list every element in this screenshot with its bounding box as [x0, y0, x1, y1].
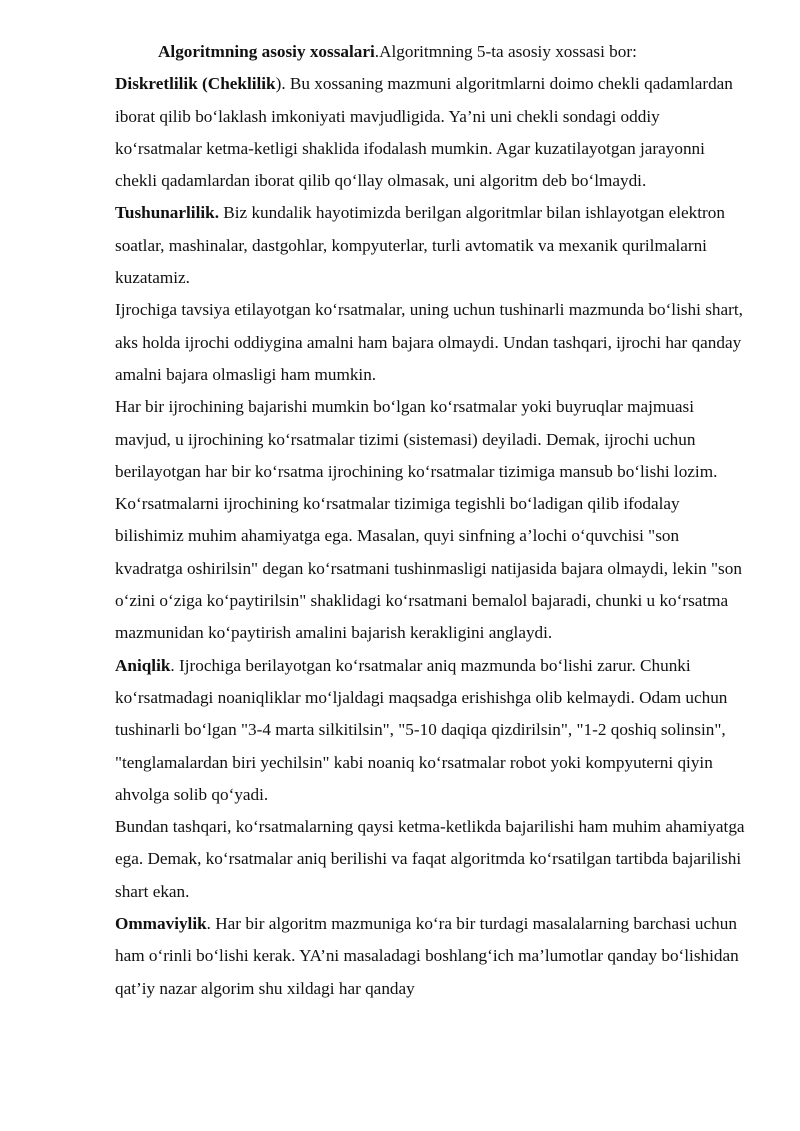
- paragraph-text: Bundan tashqari, ko‘rsatmalarning qaysi ketma-ketlikda bajarilishi ham muhim ahamiyatga ega. Demak, ko‘rsatmalar aniq berilishi va faqat algoritmda ko‘rsatilgan tartibda bajarilishi shart ekan.: [115, 817, 745, 901]
- paragraph-text: Ijrochiga tavsiya etilayotgan ko‘rsatmalar, uning uchun tushinarli mazmunda bo‘lishi shart, aks holda ijrochi oddiygina amalni ham bajara olmaydi. Undan tashqari, ijrochi har qanday amalni bajara olmasligi ham mumkin.: [115, 300, 743, 384]
- property-understandability-paragraph: [115, 197, 750, 294]
- section-heading: Algoritmning asosiy xossalari: [158, 42, 375, 61]
- document-page: [115, 36, 750, 1005]
- paragraph-text: Ko‘rsatmalarni ijrochining ko‘rsatmalar tizimiga tegishli bo‘ladigan qilib ifodalay bilishimiz muhim ahamiyatga ega. Masalan, quyi sinfning a’lochi o‘quvchisi "son kvadratga oshirilsin" degan ko‘rsatmani tushinmasligi natijasida bajara olmaydi, lekin "son o‘zini o‘ziga ko‘paytirilsin" shaklidagi ko‘rsatmani bemalol bajaradi, chunki u ko‘rsatma mazmunidan ko‘paytirish amalini bajarish kerakligini anglaydi.: [115, 494, 742, 643]
- paragraph-text: Biz kundalik hayotimizda berilgan algoritmlar bilan ishlayotgan elektron soatlar, mashinalar, dastgohlar, kompyuterlar, turli avtomatik va mexanik qurilmalarni kuzatamiz.: [115, 203, 725, 288]
- body-paragraph: [115, 294, 750, 391]
- paragraph-text: .Algoritmning 5-ta asosiy xossasi bor:: [374, 42, 637, 61]
- section-heading-paragraph: [115, 36, 750, 68]
- body-paragraph: [115, 811, 750, 908]
- paragraph-text: Har bir ijrochining bajarishi mumkin bo‘lgan ko‘rsatmalar yoki buyruqlar majmuasi mavjud, u ijrochining ko‘rsatmalar tizimi (sistemasi) deyiladi. Demak, ijrochi uchun berilayotgan har bir ko‘rsatma ijrochining ko‘rsatmalar tizimiga mansub bo‘lishi lozim.: [115, 397, 718, 481]
- paragraph-text: ). Bu xossaning mazmuni algoritmlarni doimo chekli qadamlardan iborat qilib bo‘laklash imkoniyati mavjudligida. Ya’ni uni chekli sondagi oddiy ko‘rsatmalar ketma-ketligi shaklida ifodalash mumkin. Agar kuzatilayotgan jarayonni chekli qadamlardan iborat qilib qo‘llay olmasak, uni algoritm deb bo‘lmaydi.: [115, 74, 733, 191]
- property-term: Diskretlilik (Cheklilik: [115, 74, 276, 94]
- property-accuracy-paragraph: [115, 650, 750, 811]
- property-discreteness-paragraph: [115, 68, 750, 197]
- paragraph-text: . Ijrochiga berilayotgan ko‘rsatmalar aniq mazmunda bo‘lishi zarur. Chunki ko‘rsatmadagi noaniqliklar mo‘ljaldagi maqsadga erishishga olib kelmaydi. Odam uchun tushinarli bo‘lgan "3-4 marta silkitilsin", "5-10 daqiqa qizdirilsin", "1-2 qoshiq solinsin", "tenglamalardan biri yechilsin" kabi noaniq ko‘rsatmalar robot yoki kompyuterni qiyin ahvolga solib qo‘yadi.: [115, 655, 728, 804]
- property-term: Aniqlik: [115, 655, 171, 675]
- body-paragraph: [115, 391, 750, 488]
- body-paragraph: [115, 488, 750, 649]
- property-mass-paragraph: [115, 908, 750, 1005]
- property-term: Tushunarlilik.: [115, 203, 219, 223]
- property-term: Ommaviylik: [115, 914, 207, 934]
- paragraph-text: . Har bir algoritm mazmuniga ko‘ra bir turdagi masalalarning barchasi uchun ham o‘rinli bo‘lishi kerak. YA’ni masaladagi boshlang‘ich ma’lumotlar qanday bo‘lishidan qat’iy nazar algorim shu xildagi har qanday: [115, 914, 739, 998]
